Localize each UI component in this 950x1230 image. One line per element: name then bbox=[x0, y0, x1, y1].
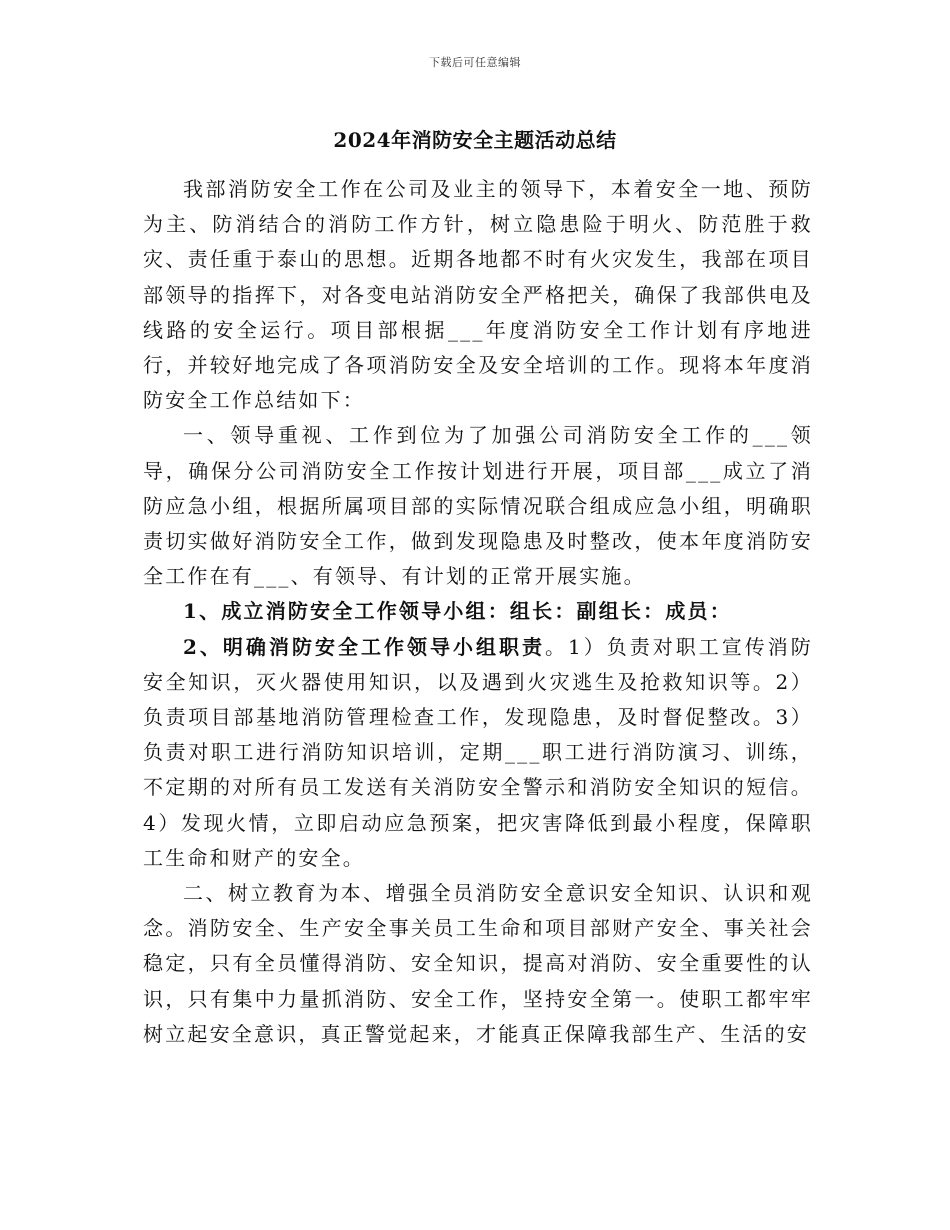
document-body bbox=[143, 172, 813, 1052]
paragraph-group-duties bbox=[143, 630, 813, 876]
paragraph-section-two: 二、树立教育为本、增强全员消防安全意识安全知识、认识和观念。消防安全、生产安全事关员工生命和项目部财产安全、事关社会稳定，只有全员懂得消防、安全知识，提高对消防、安全重要性的认识，只有集中力量抓消防、安全工作，坚持安全第一。使职工都牢牢树立起安全意识，真正警觉起来，才能真正保障我部生产、生活的安 bbox=[143, 881, 813, 1046]
header-note: 下载后可任意编辑 bbox=[429, 56, 521, 69]
paragraph-leadership-group: 1、成立消防安全工作领导小组：组长：副组长：成员： bbox=[183, 599, 732, 624]
group-duties-text: 。1）负责对职工宣传消防安全知识，灭火器使用知识，以及遇到火灾逃生及抢救知识等。2）负责项目部基地消防管理检查工作，发现隐患，及时督促整改。3）负责对职工进行消防知识培训，定期___职工进行消防演习、训练，不定期的对所有员工发送有关消防安全警示和消防安全知识的短信。4）发现火情，立即启动应急预案，把灾害降低到最小程度，保障职工生命和财产的安全。 bbox=[143, 634, 814, 870]
page-title: 2024年消防安全主题活动总结 bbox=[333, 128, 617, 152]
group-duties-heading: 2、明确消防安全工作领导小组职责 bbox=[183, 634, 546, 659]
paragraph-intro: 我部消防安全工作在公司及业主的领导下，本着安全一地、预防为主、防消结合的消防工作方针，树立隐患险于明火、防范胜于救灾、责任重于泰山的思想。近期各地都不时有火灾发生，我部在项目部领导的指挥下，对各变电站消防安全严格把关，确保了我部供电及线路的安全运行。项目部根据___年度消防安全工作计划有序地进行，并较好地完成了各项消防安全及安全培训的工作。现将本年度消防安全工作总结如下： bbox=[143, 177, 813, 413]
paragraph-section-one: 一、领导重视、工作到位为了加强公司消防安全工作的___领导，确保分公司消防安全工作按计划进行开展，项目部___成立了消防应急小组，根据所属项目部的实际情况联合组成应急小组，明确职责切实做好消防安全工作，做到发现隐患及时整改，使本年度消防安全工作在有___、有领导、有计划的正常开展实施。 bbox=[143, 423, 813, 589]
